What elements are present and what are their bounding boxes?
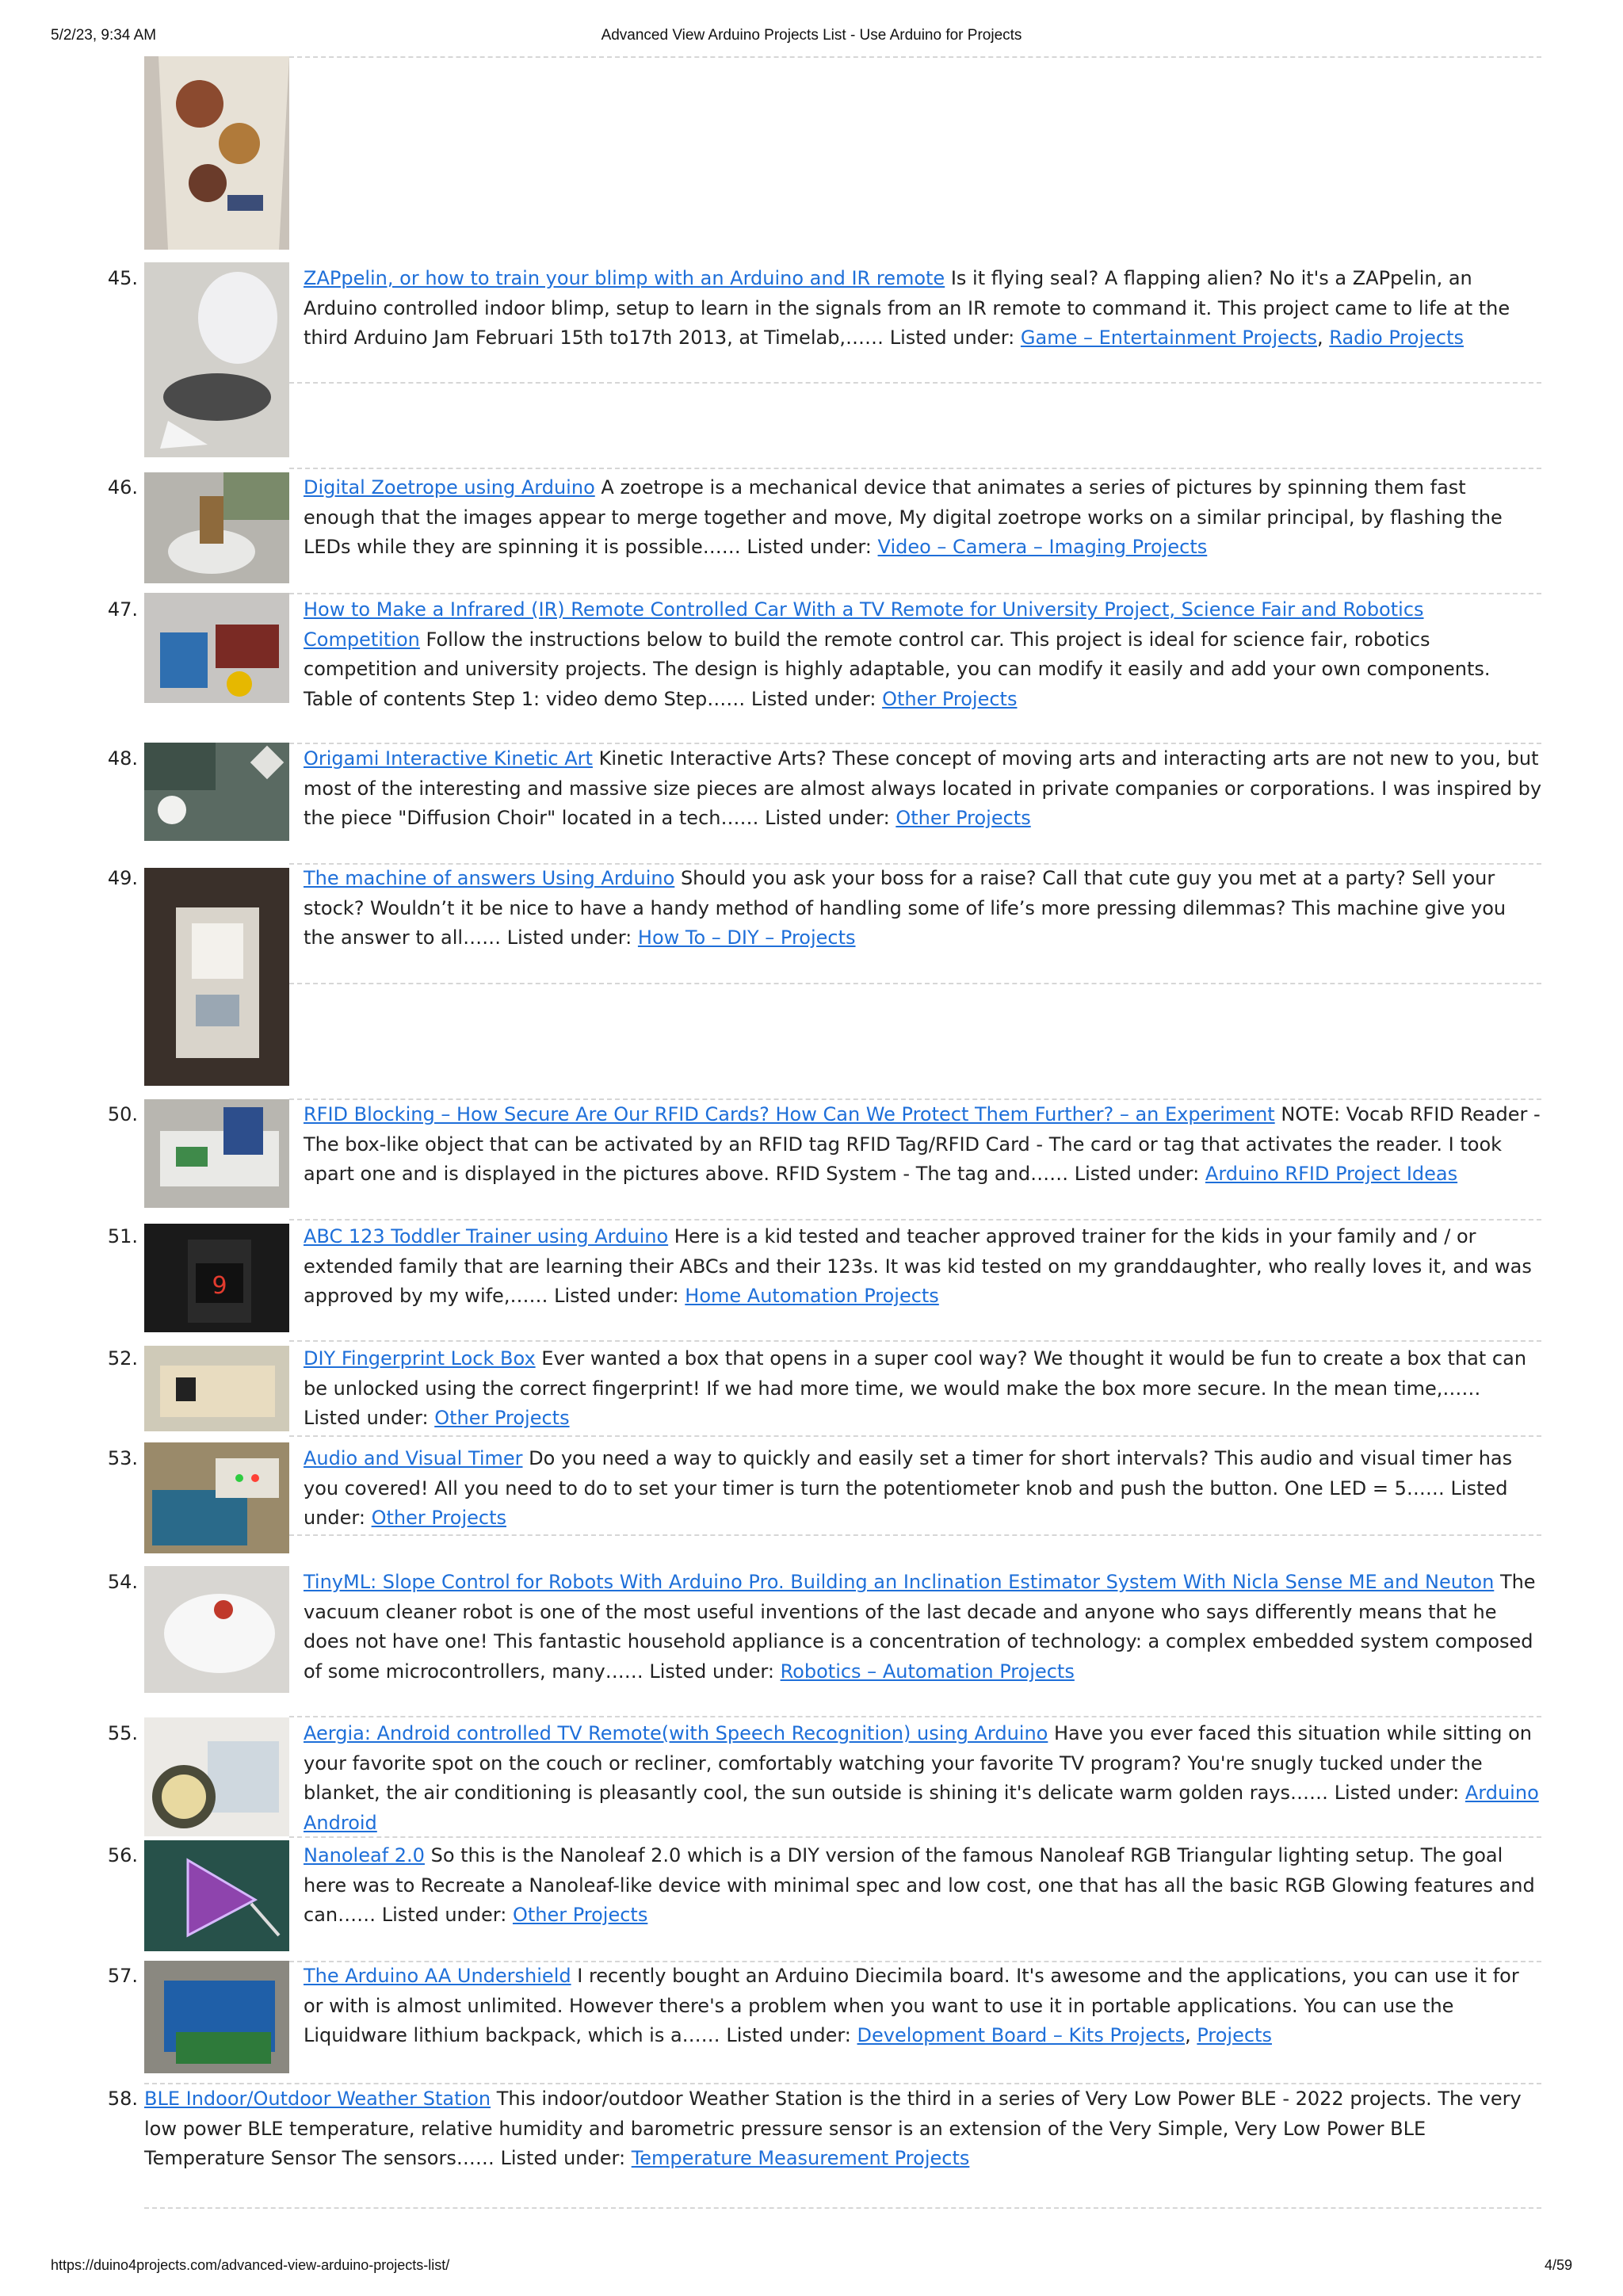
project-description: Is it flying seal? A flapping alien? No it's a ZAPpelin, an Arduino controlled indoor blimp, setup to learn in the signals from an IR remote to command it. This project came to life at the third Arduino Jam Februari 15th to17th 2013, at Timelab,…… xyxy=(304,267,1510,349)
divider xyxy=(289,983,1541,984)
category-link[interactable]: Other Projects xyxy=(371,1507,506,1529)
project-thumbnail[interactable] xyxy=(144,1840,289,1951)
project-description: Follow the instructions below to build the remote control car. This project is ideal for science fair, robotics competition and university projects. The design is highly adaptable, you can modify it easily and add your own components. Table of contents Step 1: video demo Step…… xyxy=(304,628,1491,710)
project-thumbnail[interactable] xyxy=(144,1442,289,1553)
project-title-link[interactable]: Digital Zoetrope using Arduino xyxy=(304,476,595,499)
listed-under-label: Listed under: xyxy=(1074,1163,1200,1185)
divider xyxy=(289,593,1541,594)
category-link[interactable]: Projects xyxy=(1197,2024,1272,2046)
item-number: 54. xyxy=(107,1571,138,1593)
divider xyxy=(144,2207,1541,2209)
item-number: 48. xyxy=(107,747,138,770)
category-link[interactable]: Video – Camera – Imaging Projects xyxy=(877,536,1208,558)
item-number: 55. xyxy=(107,1722,138,1744)
list-item xyxy=(304,1962,1541,2051)
project-description: Have you ever faced this situation while sitting on your favorite spot on the couch or recliner, comfortably watching your favorite TV program? You're snugly tucked under the blanket, the air conditioning is pleasantly cool, the sun outside is shining it's delicate warm golden rays…… xyxy=(304,1722,1532,1804)
category-link[interactable]: Other Projects xyxy=(512,1904,648,1926)
item-number: 45. xyxy=(107,267,138,289)
listed-under-label: Listed under: xyxy=(304,1477,1508,1529)
project-description: Here is a kid tested and teacher approved trainer for the kids in your family and / or extended family that are learning their ABCs and their 123s. It was kid tested on my granddaughter, who really loves it, and was approved by my wife,…… xyxy=(304,1225,1532,1307)
footer-url: https://duino4projects.com/advanced-view-arduino-projects-list/ xyxy=(51,2257,450,2273)
listed-under-label: Listed under: xyxy=(506,926,632,949)
category-link[interactable]: Temperature Measurement Projects xyxy=(631,2147,970,2169)
category-link[interactable]: Arduino Android xyxy=(304,1782,1539,1834)
category-link[interactable]: Other Projects xyxy=(434,1407,570,1429)
list-item xyxy=(304,473,1541,563)
item-number: 46. xyxy=(107,476,138,499)
listed-under-label: Listed under: xyxy=(726,2024,851,2046)
project-description: Should you ask your boss for a raise? Call that cute guy you met at a party? Sell your stock? Wouldn’t it be nice to have a handy method of handling some of life’s more pressing dilemmas? This machine give you the answer to all…… xyxy=(304,867,1507,949)
list-item xyxy=(304,1841,1541,1931)
page-title: Advanced View Arduino Projects List - Use Arduino for Projects xyxy=(601,27,1022,44)
project-title-link[interactable]: RFID Blocking – How Secure Are Our RFID Cards? How Can We Protect Them Further? – an Experiment xyxy=(304,1103,1275,1125)
project-description: Do you need a way to quickly and easily set a timer for short intervals? This audio and visual timer has you covered! All you need to do to set your timer is turn the potentiometer knob and push the button. One LED = 5…… xyxy=(304,1447,1513,1499)
svg-text:9: 9 xyxy=(212,1272,227,1300)
project-description: This indoor/outdoor Weather Station is the third in a series of Very Low Power BLE - 2022 projects. The very low power BLE temperature, relative humidity and barometric pressure sensor is an extension of the Very Simple, Very Low Power BLE Temperature Sensor The sensors…… xyxy=(144,2088,1522,2169)
project-thumbnail[interactable] xyxy=(144,743,289,841)
listed-under-label: Listed under: xyxy=(747,536,872,558)
project-description: A zoetrope is a mechanical device that animates a series of pictures by spinning them fast enough that the images appear to merge together and move, My digital zoetrope works on a similar principal, by flashing the LEDs while they are spinning it is possible…… xyxy=(304,476,1503,558)
project-thumbnail[interactable] xyxy=(144,56,289,250)
divider xyxy=(289,56,1541,58)
item-number: 51. xyxy=(107,1225,138,1247)
category-link[interactable]: Radio Projects xyxy=(1329,327,1464,349)
divider xyxy=(289,1219,1541,1221)
listed-under-label: Listed under: xyxy=(304,1407,429,1429)
project-thumbnail[interactable] xyxy=(144,262,289,457)
item-number: 49. xyxy=(107,867,138,889)
list-item xyxy=(304,744,1541,834)
project-title-link[interactable]: ZAPpelin, or how to train your blimp with an Arduino and IR remote xyxy=(304,267,945,289)
page-number: 4/59 xyxy=(1544,2257,1572,2273)
project-title-link[interactable]: ABC 123 Toddler Trainer using Arduino xyxy=(304,1225,669,1247)
item-number: 57. xyxy=(107,1965,138,1987)
category-link[interactable]: Game – Entertainment Projects xyxy=(1020,327,1318,349)
category-link[interactable]: Other Projects xyxy=(882,687,1018,710)
category-link[interactable]: How To – DIY – Projects xyxy=(637,926,856,949)
list-item xyxy=(304,1568,1541,1687)
category-link[interactable]: Robotics – Automation Projects xyxy=(780,1660,1075,1683)
list-item xyxy=(304,264,1541,353)
listed-under-label: Listed under: xyxy=(554,1285,679,1307)
list-item xyxy=(304,864,1541,953)
project-title-link[interactable]: Audio and Visual Timer xyxy=(304,1447,523,1469)
project-thumbnail[interactable] xyxy=(144,1346,289,1431)
project-thumbnail[interactable] xyxy=(144,472,289,583)
listed-under-label: Listed under: xyxy=(889,327,1015,349)
project-description: The vacuum cleaner robot is one of the most useful inventions of the last decade and anyone who says differently means that he does not have one! This fantastic household appliance is a concentration of technology: a complex embedded system composed of some microcontrollers, many…… xyxy=(304,1571,1536,1683)
project-description: Kinetic Interactive Arts? These concept of moving arts and interacting arts are not new to you, but most of the interesting and massive size pieces are almost always located in private companies or corporations. I was inspired by the piece "Diffusion Choir" located in a tech…… xyxy=(304,747,1542,829)
listed-under-label: Listed under: xyxy=(381,1904,507,1926)
project-description: I recently bought an Arduino Diecimila board. It's awesome and the applications, you can use it for or with is almost unlimited. However there's a problem when you want to use it in portable applications. You can use the Liquidware lithium backpack, which is a…… xyxy=(304,1965,1519,2046)
category-link[interactable]: Development Board – Kits Projects xyxy=(857,2024,1186,2046)
list-item xyxy=(304,1444,1541,1534)
listed-under-label: Listed under: xyxy=(750,687,876,710)
list-item xyxy=(304,1100,1541,1190)
project-title-link[interactable]: Origami Interactive Kinetic Art xyxy=(304,747,593,770)
project-title-link[interactable]: Nanoleaf 2.0 xyxy=(304,1844,425,1866)
item-number: 53. xyxy=(107,1447,138,1469)
listed-under-label: Listed under: xyxy=(765,807,890,829)
project-description: Ever wanted a box that opens in a super cool way? We thought it would be fun to create a box that can be unlocked using the correct fingerprint! If we had more time, we would make the box more secure. In the mean time,…… xyxy=(304,1347,1527,1400)
item-number: 47. xyxy=(107,598,138,621)
list-item xyxy=(304,595,1541,714)
list-item xyxy=(304,1222,1541,1312)
project-thumbnail[interactable] xyxy=(144,1099,289,1208)
category-link[interactable]: Other Projects xyxy=(896,807,1031,829)
list-item xyxy=(144,2084,1541,2174)
listed-under-label: Listed under: xyxy=(1334,1782,1460,1804)
project-title-link[interactable]: BLE Indoor/Outdoor Weather Station xyxy=(144,2088,491,2110)
project-title-link[interactable]: Aergia: Android controlled TV Remote(with Speech Recognition) using Arduino xyxy=(304,1722,1048,1744)
project-description: NOTE: Vocab RFID Reader - The box-like object that can be activated by an RFID tag RFID Tag/RFID Card - The card or tag that activates the reader. I took apart one and is displayed in the pictures above. RFID System - The tag and…… xyxy=(304,1103,1541,1185)
project-thumbnail[interactable] xyxy=(144,1961,289,2073)
divider xyxy=(289,1534,1541,1536)
divider xyxy=(289,382,1541,384)
item-number: 50. xyxy=(107,1103,138,1125)
project-title-link[interactable]: TinyML: Slope Control for Robots With Arduino Pro. Building an Inclination Estimator System With Nicla Sense ME and Neuton xyxy=(304,1571,1495,1593)
category-link[interactable]: Arduino RFID Project Ideas xyxy=(1205,1163,1458,1185)
divider xyxy=(289,468,1541,469)
project-title-link[interactable]: DIY Fingerprint Lock Box xyxy=(304,1347,536,1370)
list-item xyxy=(304,1344,1541,1434)
print-datetime: 5/2/23, 9:34 AM xyxy=(51,27,157,44)
item-number: 52. xyxy=(107,1347,138,1370)
list-item xyxy=(304,1719,1541,1838)
project-thumbnail[interactable] xyxy=(144,593,289,703)
category-link[interactable]: Home Automation Projects xyxy=(685,1285,939,1307)
item-number: 56. xyxy=(107,1844,138,1866)
divider xyxy=(289,1435,1541,1437)
category-separator: , xyxy=(1185,2024,1197,2046)
divider xyxy=(289,1836,1541,1838)
divider xyxy=(289,1716,1541,1717)
project-thumbnail[interactable] xyxy=(144,1224,289,1332)
project-thumbnail[interactable] xyxy=(144,1717,289,1836)
project-title-link[interactable]: How to Make a Infrared (IR) Remote Controlled Car With a TV Remote for University Project, Science Fair and Robotics Competition xyxy=(304,598,1424,651)
project-title-link[interactable]: The machine of answers Using Arduino xyxy=(304,867,675,889)
project-thumbnail[interactable] xyxy=(144,868,289,1086)
item-number: 58. xyxy=(107,2088,138,2110)
category-separator: , xyxy=(1317,327,1330,349)
project-title-link[interactable]: The Arduino AA Undershield xyxy=(304,1965,571,1987)
listed-under-label: Listed under: xyxy=(500,2147,626,2169)
divider xyxy=(289,1340,1541,1342)
project-description: So this is the Nanoleaf 2.0 which is a DIY version of the famous Nanoleaf RGB Triangular lighting setup. The goal here was to Recreate a Nanoleaf-like device with minimal spec and low cost, one that has all the basic RGB Glowing features and can…… xyxy=(304,1844,1535,1926)
listed-under-label: Listed under: xyxy=(649,1660,774,1683)
project-thumbnail[interactable] xyxy=(144,1566,289,1693)
